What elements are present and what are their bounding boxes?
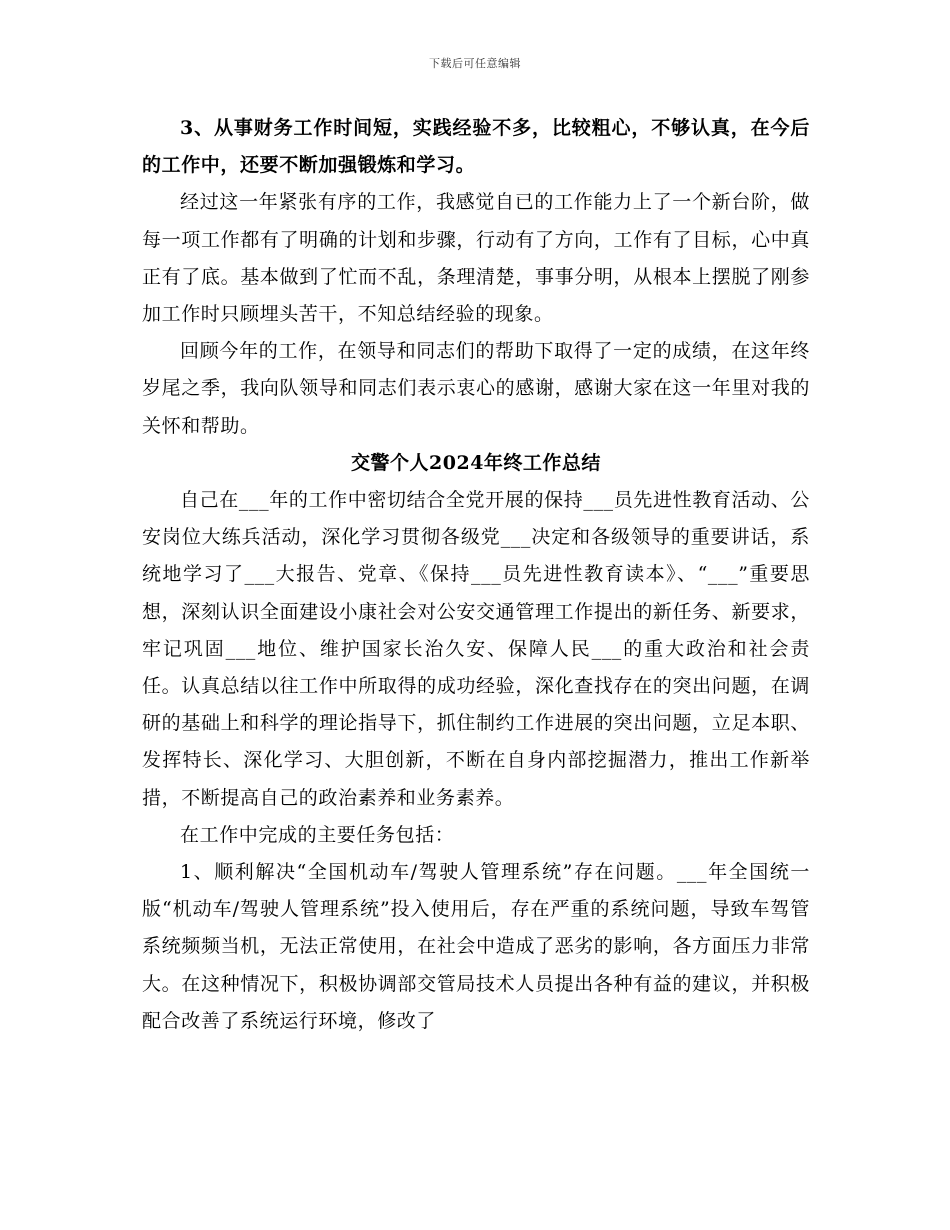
paragraph-study-summary: 自己在___年的工作中密切结合全党开展的保持___员先进性教育活动、公安岗位大练兵活动，深化学习贯彻各级党___决定和各级领导的重要讲话，系统地学习了___大报告、党章、《保持___员先进性教育读本》、“___”重要思想，深刻认识全面建设小康社会对公安交通管理工作提出的新任务、新要求，牢记巩固___地位、维护国家长治久安、保障人民___的重大政治和社会责任。认真总结以往工作中所取得的成功经验，深化查找存在的突出问题，在调研的基础上和科学的理论指导下，抓住制约工作进展的突出问题，立足本职、发挥特长、深化学习、大胆创新，不断在自身内部挖掘潜力，推出工作新举措，不断提高自己的政治素养和业务素养。 (142, 489, 810, 809)
section-title: 交警个人2024年终工作总结 (351, 451, 601, 474)
paragraph-thanks: 回顾今年的工作，在领导和同志们的帮助下取得了一定的成绩，在这年终岁尾之季，我向队领导和同志们表示衷心的感谢，感谢大家在这一年里对我的关怀和帮助。 (142, 340, 810, 437)
paragraph-main-tasks-intro: 在工作中完成的主要任务包括： (180, 823, 455, 846)
paragraph-bold-point-3: 3、从事财务工作时间短，实践经验不多，比较粗心，不够认真，在今后的工作中，还要不断加强锻炼和学习。 (142, 117, 810, 177)
paragraph-task-1: 1、顺利解决“全国机动车/驾驶人管理系统”存在问题。___年全国统一版“机动车/驾驶人管理系统”投入使用后，存在严重的系统问题，导致车驾管系统频频当机，无法正常使用，在社会中造成了恶劣的影响，各方面压力非常大。在这种情况下，积极协调部交管局技术人员提出各种有益的建议，并积极配合改善了系统运行环境，修改了 (142, 861, 810, 1032)
page-header: 下载后可任意编辑 (429, 57, 521, 70)
document-body (142, 110, 810, 1040)
paragraph-work-ability: 经过这一年紧张有序的工作，我感觉自已的工作能力上了一个新台阶，做每一项工作都有了明确的计划和步骤，行动有了方向，工作有了目标，心中真正有了底。基本做到了忙而不乱，条理清楚，事事分明，从根本上摆脱了刚参加工作时只顾埋头苦干，不知总结经验的现象。 (142, 191, 810, 326)
